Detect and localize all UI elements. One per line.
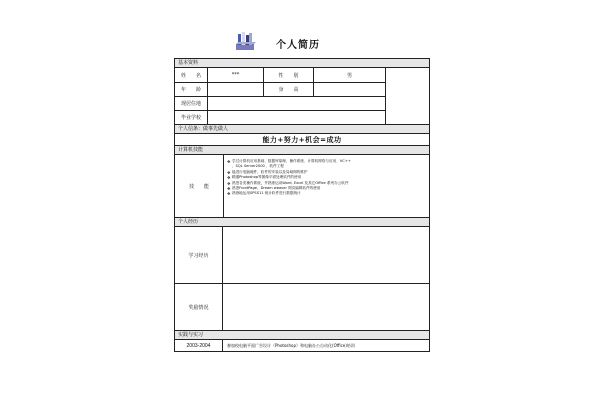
- school-value: [207, 110, 385, 124]
- experience-header: 个人经历: [175, 218, 429, 227]
- diamond-bullet-icon: ❖: [227, 191, 231, 197]
- photo-box: [385, 68, 429, 124]
- list-item: ❖ 学过计算机应用基础、数据库原理、操作系统、计算机网络与应用、VC++: [227, 159, 351, 164]
- resume-page: [174, 28, 430, 400]
- name-value: ***: [207, 68, 263, 82]
- list-item: ❖ 熟练地运用SPSS11 统计软件进行数据统计: [227, 191, 301, 197]
- age-label: 年 龄: [175, 82, 207, 96]
- gender-value: 男: [313, 68, 385, 82]
- age-value: [207, 82, 263, 96]
- study-label: 学习经历: [175, 227, 223, 283]
- diamond-bullet-icon: ❖: [227, 159, 231, 164]
- list-item: ❖ 精通Photoshop等图像平面处理软件的使用: [227, 175, 302, 181]
- motto-text: 能力+努力+机会=成功: [175, 134, 429, 146]
- basic-info-header: 基本资料: [175, 59, 429, 68]
- skills-list: [227, 159, 427, 197]
- list-item: ❖ 能进行电脑硬件，软件的安装以及局域网的维护: [227, 169, 308, 175]
- study-block: [175, 227, 429, 284]
- list-item: ❖ 熟悉各类操作系统，并熟练运用Word, Excel 及其它Office 系列办公软件: [227, 180, 349, 186]
- skills-header: 计算机技能: [175, 146, 429, 155]
- skills-block: [175, 155, 429, 218]
- resume-title: 个人简历: [276, 40, 320, 51]
- address-label: 现居住地: [175, 96, 207, 110]
- awards-label: 奖励情况: [175, 284, 223, 330]
- basic-info-grid: [175, 68, 429, 125]
- list-item: 、SQL Server2000 、软件工程: [232, 164, 284, 169]
- practice-text: 参加校电脑平面广告设计（Photoshop）和电脑办公自动化(Office)培训: [227, 342, 355, 348]
- resume-form: [174, 58, 430, 352]
- diamond-bullet-icon: ❖: [227, 169, 231, 175]
- diamond-bullet-icon: ❖: [227, 180, 231, 186]
- name-label: 姓 名: [180, 72, 201, 79]
- gender-label: 性 别: [263, 68, 313, 82]
- bookshelf-icon: [234, 30, 256, 52]
- height-label: 身 高: [263, 82, 313, 96]
- diamond-bullet-icon: ❖: [227, 175, 231, 181]
- table-row: [175, 340, 429, 351]
- height-value: [313, 82, 385, 96]
- address-value: [207, 96, 385, 110]
- practice-year: 2003-2004: [175, 340, 223, 351]
- school-label: 毕业学校: [175, 110, 207, 124]
- motto-header: 个人信条：做事先做人: [175, 125, 429, 134]
- skills-label: 技 能: [175, 155, 224, 217]
- diamond-bullet-icon: ❖: [227, 186, 231, 192]
- awards-block: [175, 284, 429, 331]
- practice-header: 实践与实习: [175, 331, 429, 340]
- list-item: ❖ 熟悉FrontPage，Dream weaver 网页编辑软件的使用: [227, 186, 321, 192]
